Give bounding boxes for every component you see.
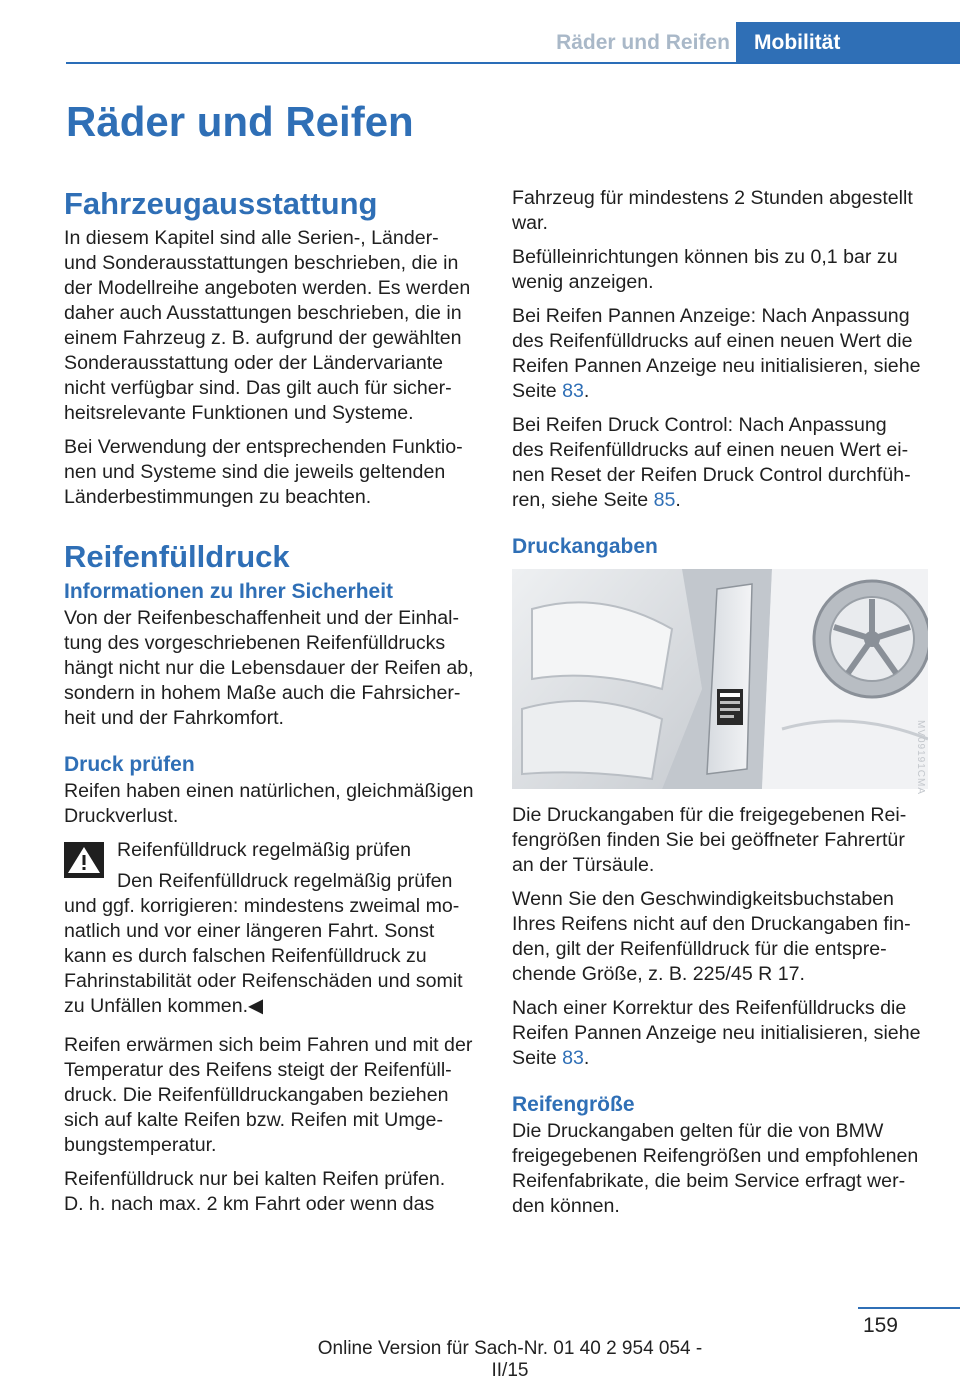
header-rule	[66, 62, 960, 64]
paragraph-reifengroessen: Die Druckangaben gelten für die von BMW freigegebenen Reifengrößen und empfohlenen Reifenfabrikate, die beim Service erfragt wer- den können.	[512, 1120, 919, 1217]
warning-title: Reifenfülldruck regelmäßig prüfen	[117, 839, 412, 861]
footer-rule	[858, 1307, 960, 1309]
left-column	[64, 186, 480, 1226]
paragraph-druck-control: Bei Reifen Druck Control: Nach Anpassung des Reifenfülldrucks auf einen neuen Wert ei- nen Reset der Reifen Druck Control durchfüh- ren, siehe Seite 85.	[512, 414, 911, 511]
page-link-83-b[interactable]: 83	[562, 1047, 584, 1069]
heading-reifenfuelldruck: Reifenfülldruck	[64, 539, 290, 574]
paragraph-ausstattung-2: Bei Verwendung der entsprechenden Funktio- nen und Systeme sind die jeweils geltenden Länderbestimmungen zu beachten.	[64, 436, 463, 508]
paragraph-befuelleinrichtungen: Befülleinrichtungen können bis zu 0,1 bar zu wenig anzeigen.	[512, 246, 898, 293]
paragraph-druckverlust: Reifen haben einen natürlichen, gleichmäßigen Druckverlust.	[64, 780, 474, 827]
paragraph-abgestellt: Fahrzeug für mindestens 2 Stunden abgestellt war.	[512, 187, 913, 234]
page-link-83[interactable]: 83	[562, 380, 584, 402]
paragraph-korrektur: Nach einer Korrektur des Reifenfülldrucks die Reifen Pannen Anzeige neu initialisieren, siehe Seite 83.	[512, 997, 921, 1069]
paragraph-tuersaeule: Die Druckangaben für die freigegebenen Rei- fengrößen finden Sie bei geöffneter Fahrertür an der Türsäule.	[512, 804, 907, 876]
paragraph-pannen-anzeige: Bei Reifen Pannen Anzeige: Nach Anpassung des Reifenfülldrucks auf einen neuen Wert die Reifen Pannen Anzeige neu initialisieren, siehe Seite 83.	[512, 305, 921, 402]
paragraph-kalte-reifen: Reifenfülldruck nur bei kalten Reifen prüfen. D. h. nach max. 2 km Fahrt oder wenn das	[64, 1168, 446, 1215]
paragraph-geschwindigkeit: Wenn Sie den Geschwindigkeitsbuchstaben Ihres Reifens nicht auf den Druckangaben fin- den, gilt der Reifenfülldruck für die entspre- chende Größe, z. B. 225/45 R 17.	[512, 888, 911, 985]
warning-block	[64, 838, 480, 1019]
heading-reifengroesse: Reifengröße	[512, 1093, 635, 1116]
heading-druckangaben: Druckangaben	[512, 535, 658, 558]
paragraph-sicherheit: Von der Reifenbeschaffenheit und der Einhal- tung des vorgeschriebenen Reifenfülldrucks hängt nicht nur die Lebensdauer der Reifen ab, sondern in hohem Maße auch die Fahrsicher- heit und der Fahrkomfort.	[64, 607, 474, 729]
door-pillar-photo	[512, 569, 928, 789]
page-link-85[interactable]: 85	[653, 489, 676, 511]
paragraph-temperatur: Reifen erwärmen sich beim Fahren und mit der Temperatur des Reifens steigt der Reifenfüll- druck. Die Reifenfülldruckangaben beziehen sich auf kalte Reifen bzw. Reifen mit Umge- bungstemperatur.	[64, 1034, 473, 1156]
header-chapter-tab[interactable]: Mobilität	[736, 22, 960, 62]
paragraph-ausstattung-1: In diesem Kapitel sind alle Serien-, Länder- und Sonderausstattungen beschrieben, die in der Modellreihe angeboten werden. Es werden daher auch Ausstattungen beschrieben, die in einem Fahrzeug z. B. aufgrund der gewählten Sonderausstattung oder der Ländervariante nicht verfügbar sind. Das gilt auch für sicher- heitsrelevante Funktionen und Systeme.	[64, 227, 471, 424]
warning-icon	[64, 842, 104, 878]
photo-code: MV09191CMA	[915, 720, 926, 796]
heading-druck-pruefen: Druck prüfen	[64, 753, 195, 776]
door-pillar-illustration	[512, 569, 928, 789]
online-version-footer: Online Version für Sach-Nr. 01 40 2 954 054 - II/15	[317, 1338, 703, 1381]
heading-fahrzeugausstattung: Fahrzeugausstattung	[64, 186, 378, 221]
right-column	[512, 186, 928, 1228]
warning-first-line: Den Reifenfülldruck regelmäßig prüfen	[117, 870, 453, 892]
page-title: Räder und Reifen	[66, 98, 414, 145]
heading-sicherheit: Informationen zu Ihrer Sicherheit	[64, 580, 394, 603]
page-number: 159	[862, 1314, 898, 1337]
header-section-tab[interactable]: Räder und Reifen	[556, 31, 730, 54]
warning-text: und ggf. korrigieren: mindestens zweimal mo- natlich und vor einer längeren Fahrt. Sonst kann es durch falschen Reifenfülldruck zu Fahrinstabilität oder Reifenschäden und somit zu Unfällen kommen.◀	[64, 895, 463, 1017]
